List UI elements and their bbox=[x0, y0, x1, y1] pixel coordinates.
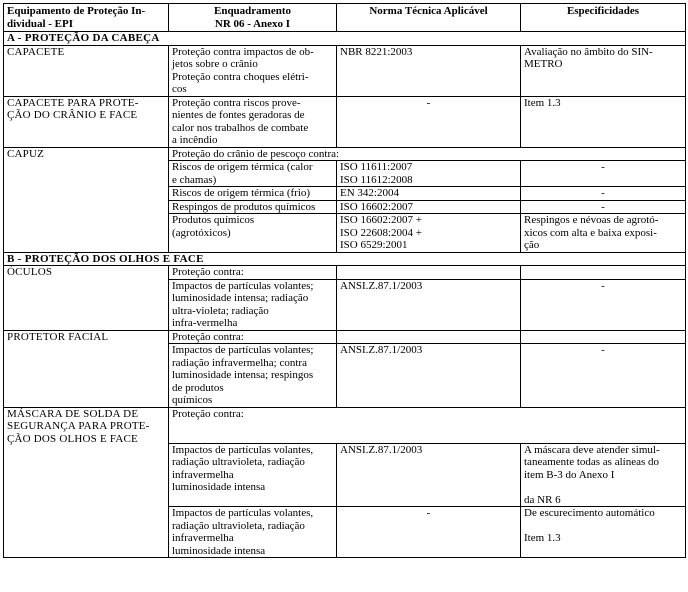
section-title-a: A - PROTEÇÃO DA CABEÇA bbox=[4, 32, 686, 46]
enq-line: infravermelha bbox=[172, 468, 234, 481]
header-especificidades: Especificidades bbox=[521, 4, 686, 32]
header-equipamento-line-1: Equipamento de Proteção In- bbox=[7, 5, 146, 17]
norma-capacete: NBR 8221:2003 bbox=[337, 45, 521, 96]
enq-line: cos bbox=[172, 83, 187, 95]
esp-line: Item 1.3 bbox=[524, 532, 561, 544]
epi-capacete: CAPACETE bbox=[4, 45, 169, 96]
enq-line: ultra-violeta; radiação bbox=[172, 304, 269, 317]
esp-line: taneamente todas as alíneas do bbox=[524, 456, 660, 468]
norma-oculos: ANSI.Z.87.1/2003 bbox=[337, 279, 521, 330]
norma-line: ISO 22608:2004 + bbox=[340, 226, 422, 239]
norma-capuz-3: ISO 16602:2007 bbox=[337, 200, 521, 214]
protetor-intro-esp-empty bbox=[521, 330, 686, 344]
enq-line: e chamas) bbox=[172, 173, 217, 186]
esp-protetor: - bbox=[521, 344, 686, 408]
oculos-intro: Proteção contra: bbox=[169, 266, 337, 280]
epi-name-line: ÇÃO DO CRÂNIO E FACE bbox=[7, 109, 138, 121]
enq-line: luminosidade intensa; radiação bbox=[172, 292, 309, 304]
table-row-mascara-intro bbox=[4, 407, 686, 443]
table-row-capacete-cranio bbox=[4, 96, 686, 147]
epi-table bbox=[3, 3, 686, 558]
table-row-capuz-intro bbox=[4, 147, 686, 161]
esp-line: xicos com alta e baixa exposi- bbox=[524, 226, 657, 239]
section-row-b bbox=[4, 252, 686, 266]
enq-mascara-2 bbox=[169, 507, 337, 558]
enq-mascara-1 bbox=[169, 443, 337, 507]
epi-capacete-cranio bbox=[4, 96, 169, 147]
enq-line: Proteção contra impactos de ob- bbox=[172, 45, 314, 58]
esp-line: item B-3 do Anexo I bbox=[524, 468, 615, 481]
esp-line: Avaliação no âmbito do SIN- bbox=[524, 45, 653, 58]
esp-mascara-1 bbox=[521, 443, 686, 507]
esp-mascara-2 bbox=[521, 507, 686, 558]
header-equipamento-line-2: dividual - EPI bbox=[7, 17, 74, 30]
esp-line: De escurecimento automático bbox=[524, 507, 655, 519]
header-equipamento bbox=[4, 4, 169, 32]
esp-capacete bbox=[521, 45, 686, 96]
enq-line: Impactos de partículas volantes; bbox=[172, 279, 314, 292]
enq-line: Produtos químicos bbox=[172, 214, 255, 226]
oculos-intro-norma-empty bbox=[337, 266, 521, 280]
oculos-intro-esp-empty bbox=[521, 266, 686, 280]
enq-line: jetos sobre o crânio bbox=[172, 58, 258, 70]
header-row bbox=[4, 4, 686, 32]
esp-capuz-1: - bbox=[521, 161, 686, 187]
enq-line: Impactos de partículas volantes, bbox=[172, 507, 314, 519]
section-title-b: B - PROTEÇÃO DOS OLHOS E FACE bbox=[4, 252, 686, 266]
blank-line bbox=[524, 520, 682, 533]
header-enquadramento-line-2: NR 06 - Anexo I bbox=[214, 17, 291, 30]
epi-name-line: SEGURANÇA PARA PROTE- bbox=[7, 420, 150, 432]
enq-line: luminosidade intensa; respingos bbox=[172, 369, 314, 381]
enq-capuz-2: Riscos de origem térmica (frio) bbox=[169, 187, 337, 201]
mascara-intro: Proteção contra: bbox=[169, 407, 686, 443]
norma-line: ISO 6529:2001 bbox=[340, 239, 408, 251]
epi-name-line: MÁSCARA DE SOLDA DE bbox=[7, 407, 139, 420]
enq-line: Riscos de origem térmica (calor bbox=[172, 161, 313, 173]
enq-protetor bbox=[169, 344, 337, 408]
blank-line bbox=[524, 481, 682, 494]
esp-line: da NR 6 bbox=[524, 493, 561, 506]
esp-line: ção bbox=[524, 239, 540, 251]
enq-line: Proteção contra riscos prove- bbox=[172, 96, 301, 109]
enq-line: calor nos trabalhos de combate bbox=[172, 121, 309, 134]
enq-line: nientes de fontes geradoras de bbox=[172, 109, 305, 121]
enq-line: infra-vermelha bbox=[172, 317, 238, 329]
enq-line: luminosidade intensa bbox=[172, 544, 266, 557]
esp-oculos: - bbox=[521, 279, 686, 330]
norma-line: ISO 16602:2007 + bbox=[340, 214, 422, 226]
table-row-capacete bbox=[4, 45, 686, 96]
norma-capuz-1 bbox=[337, 161, 521, 187]
epi-capuz: CAPUZ bbox=[4, 147, 169, 252]
header-norma: Norma Técnica Aplicável bbox=[337, 4, 521, 32]
enq-oculos bbox=[169, 279, 337, 330]
epi-name-line: CAPACETE PARA PROTE- bbox=[7, 96, 139, 109]
epi-name-line: ÇÃO DOS OLHOS E FACE bbox=[7, 432, 138, 445]
enq-capuz-3: Respingos de produtos químicos bbox=[169, 200, 337, 214]
norma-capuz-4 bbox=[337, 214, 521, 253]
enq-line: radiação infravermelha; contra bbox=[172, 356, 307, 369]
esp-line: METRO bbox=[524, 58, 563, 70]
enq-line: radiação ultravioleta, radiação bbox=[172, 456, 305, 468]
enq-capacete-cranio bbox=[169, 96, 337, 147]
enq-capuz-1 bbox=[169, 161, 337, 187]
section-row-a bbox=[4, 32, 686, 46]
norma-capuz-2: EN 342:2004 bbox=[337, 187, 521, 201]
esp-line: A máscara deve atender simul- bbox=[524, 443, 660, 456]
esp-capacete-cranio: Item 1.3 bbox=[521, 96, 686, 147]
enq-line: Proteção contra choques elétri- bbox=[172, 70, 309, 83]
norma-mascara-1: ANSI.Z.87.1/2003 bbox=[337, 443, 521, 507]
enq-line: luminosidade intensa bbox=[172, 481, 266, 493]
esp-capuz-4 bbox=[521, 214, 686, 253]
epi-protetor-facial: PROTETOR FACIAL bbox=[4, 330, 169, 407]
enq-line: Impactos de partículas volantes, bbox=[172, 443, 314, 456]
table-row-protetor-intro bbox=[4, 330, 686, 344]
norma-capacete-cranio: - bbox=[337, 96, 521, 147]
enq-line: infravermelha bbox=[172, 532, 234, 544]
header-enquadramento-line-1: Enquadramento bbox=[213, 5, 292, 17]
esp-capuz-2: - bbox=[521, 187, 686, 201]
enq-line: de produtos bbox=[172, 381, 224, 394]
epi-mascara-solda bbox=[4, 407, 169, 558]
protetor-intro-norma-empty bbox=[337, 330, 521, 344]
enq-line: a incêndio bbox=[172, 134, 218, 146]
epi-oculos: ÓCULOS bbox=[4, 266, 169, 331]
header-enquadramento bbox=[169, 4, 337, 32]
protetor-intro: Proteção contra: bbox=[169, 330, 337, 344]
esp-capuz-3: - bbox=[521, 200, 686, 214]
enq-capacete bbox=[169, 45, 337, 96]
enq-line: químicos bbox=[172, 394, 213, 406]
enq-line: (agrotóxicos) bbox=[172, 226, 231, 239]
norma-line: ISO 11612:2008 bbox=[340, 173, 413, 186]
esp-line: Respingos e névoas de agrotó- bbox=[524, 214, 659, 226]
norma-line: ISO 11611:2007 bbox=[340, 161, 413, 173]
enq-line: radiação ultravioleta, radiação bbox=[172, 519, 305, 532]
table-row-oculos-intro bbox=[4, 266, 686, 280]
enq-line: Impactos de partículas volantes; bbox=[172, 344, 314, 356]
capuz-intro: Proteção do crânio de pescoço contra: bbox=[169, 147, 686, 161]
enq-capuz-4 bbox=[169, 214, 337, 253]
norma-mascara-2: - bbox=[337, 507, 521, 558]
norma-protetor: ANSI.Z.87.1/2003 bbox=[337, 344, 521, 408]
